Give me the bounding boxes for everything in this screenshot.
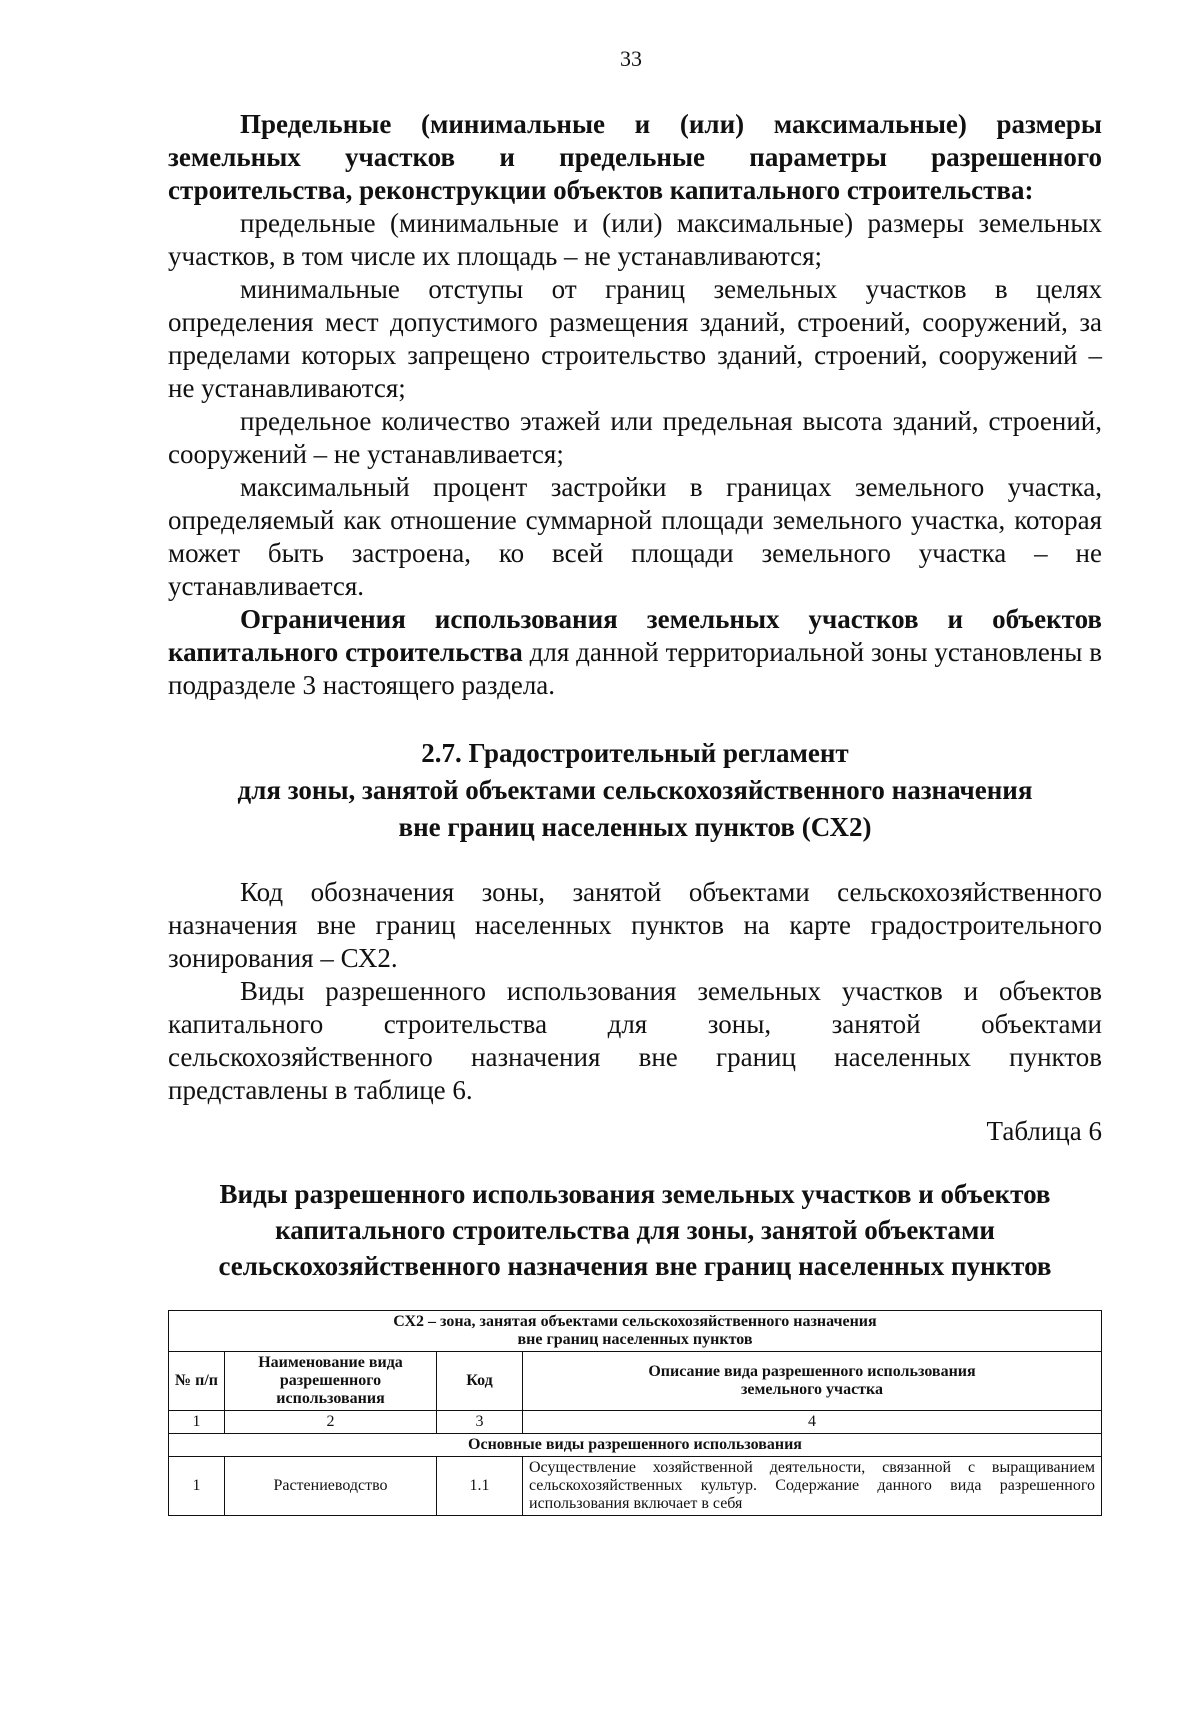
table-caption: Таблица 6 [986,1116,1102,1146]
zone-header-line: СХ2 – зона, занятая объектами сельскохозяйственного назначения [393,1313,877,1330]
paragraph-floors: предельное количество этажей или предельная высота зданий, строений, сооружений – не устанавливается; [168,406,1102,469]
restrictions-text: для данной территориальной зоны установлены в подразделе 3 настоящего раздела. [168,637,1102,700]
paragraph-coverage: максимальный процент застройки в границах земельного участка, определяемый как отношение суммарной площади земельного участка, которая может быть застроена, ко всей площади земельного участка – не устанавливается. [168,472,1102,601]
row-code: 1.1 [437,1457,523,1516]
paragraph-plot-size: предельные (минимальные и (или) максимальные) размеры земельных участков, в том числе их площадь – не устанавливаются; [168,208,1102,271]
section-title [168,735,1102,846]
col-header-name: Наименование вида разрешенного использования [225,1352,437,1411]
paragraph-restrictions [168,603,1102,702]
col-number: 2 [225,1411,437,1434]
col-number: 4 [523,1411,1102,1434]
zone-header-cell [169,1311,1102,1352]
paragraph-setbacks: минимальные отступы от границ земельных участков в целях определения мест допустимого размещения зданий, строений, сооружений, за пределами которых запрещено строительство зданий, строений, сооружений – не устанавливаются; [168,274,1102,403]
row-num: 1 [169,1457,225,1516]
zone-header-line: вне границ населенных пунктов [517,1331,753,1348]
bold-lead: Предельные (минимальные и (или) максимальные) размеры земельных участков и предельные параметры разрешенного строительства, реконструкции объектов капитального строительства: [168,109,1102,205]
row-name: Растениеводство [225,1457,437,1516]
table-zone-header-row [169,1311,1102,1352]
paragraph-table-ref: Виды разрешенного использования земельных участков и объектов капитального строительства для зоны, занятой объектами сельскохозяйственного назначения вне границ населенных пунктов представлены в таблице 6. [168,976,1102,1105]
bold-lead: Ограничения использования земельных участков и объектов капитального строительства [168,604,1102,667]
paragraph-limits-heading [168,108,1102,207]
col-header-num: № п/п [169,1352,225,1411]
table-title [168,1176,1102,1284]
section-title-line: 2.7. Градостроительный регламент [421,738,849,768]
col-header-code: Код [437,1352,523,1411]
table-title-line: капитального строительства для зоны, занятой объектами [275,1215,995,1245]
table-section-row [169,1434,1102,1457]
table-column-number-row [169,1411,1102,1434]
section-row-cell: Основные виды разрешенного использования [169,1434,1102,1457]
paragraph-zone-code: Код обозначения зоны, занятой объектами сельскохозяйственного назначения вне границ населенных пунктов на карте градостроительного зонирования – СХ2. [168,877,1102,973]
table-title-line: сельскохозяйственного назначения вне границ населенных пунктов [218,1251,1052,1281]
row-desc: Осуществление хозяйственной деятельности, связанной с выращиванием сельскохозяйственных культур. Содержание данного вида разрешенного использования включает в себя [523,1457,1102,1516]
table-column-header-row [169,1352,1102,1411]
col-number: 1 [169,1411,225,1434]
page-number: 33 [620,46,642,71]
document-body [168,108,1102,1516]
permitted-use-table [168,1310,1102,1516]
col-header-desc: Описание вида разрешенного использования земельного участка [523,1352,1102,1411]
table-row [169,1457,1102,1516]
table-title-line: Виды разрешенного использования земельных участков и объектов [219,1179,1051,1209]
section-title-line: вне границ населенных пунктов (СХ2) [398,812,872,842]
col-number: 3 [437,1411,523,1434]
section-title-line: для зоны, занятой объектами сельскохозяйственного назначения [237,775,1033,805]
